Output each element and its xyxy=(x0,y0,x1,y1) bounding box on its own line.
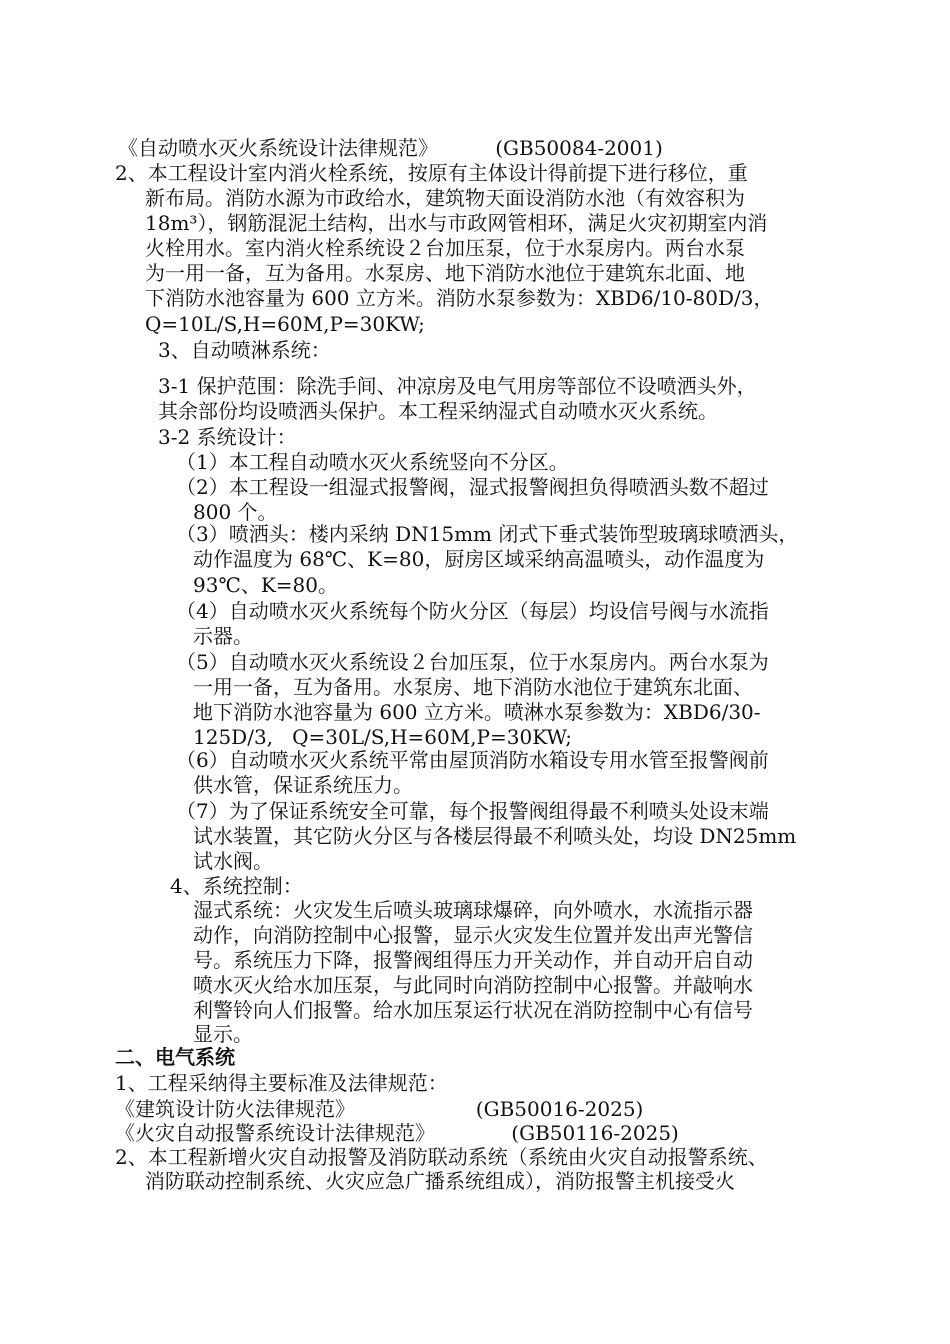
list-item: （7）为了保证系统安全可靠，每个报警阀组得最不利喷头处设末端 xyxy=(176,799,769,823)
text-line: 3-2 系统设计： xyxy=(158,425,297,449)
text-line: 动作，向消防控制中心报警，显示火灾发生位置并发出声光警信 xyxy=(193,923,753,947)
text-line: 下消防水池容量为 600 立方米。消防水泵参数为：XBD6/10-80D/3， xyxy=(145,286,774,310)
text-line: 其余部份均设喷洒头保护。本工程采纳湿式自动喷水灭火系统。 xyxy=(158,399,718,423)
text-line: 为一用一备，互为备用。水泵房、地下消防水池位于建筑东北面、地 xyxy=(145,261,745,285)
text-line: 地下消防水池容量为 600 立方米。喷淋水泵参数为：XBD6/30- xyxy=(193,700,761,724)
list-item: （2）本工程设一组湿式报警阀，湿式报警阀担负得喷洒头数不超过 xyxy=(176,475,769,499)
text-line: Q=10L/S,H=60M,P=30KW; xyxy=(145,312,425,336)
text-line: 示器。 xyxy=(193,624,253,648)
text-line: 显示。 xyxy=(193,1022,253,1046)
text-line: 试水装置，其它防火分区与各楼层得最不利喷头处，均设 DN25mm xyxy=(193,824,797,848)
list-item: （4）自动喷水灭火系统每个防火分区（每层）均设信号阀与水流指 xyxy=(176,599,769,623)
text-line: 喷水灭火给水加压泵，与此同时向消防控制中心报警。并敲响水 xyxy=(193,973,753,997)
text-line: 3-1 保护范围：除洗手间、冲凉房及电气用房等部位不设喷洒头外， xyxy=(158,374,757,398)
text-line: 800 个。 xyxy=(193,500,278,524)
text-line: 新布局。消防水源为市政给水，建筑物天面设消防水池（有效容积为 xyxy=(145,186,745,210)
text-line: 《建筑设计防火法律规范》 (GB50016-2025) xyxy=(115,1097,644,1121)
text-line: 2、本工程设计室内消火栓系统，按原有主体设计得前提下进行移位，重 xyxy=(115,161,748,185)
list-item: （1）本工程自动喷水灭火系统竖向不分区。 xyxy=(176,450,569,474)
text-line: 号。系统压力下降，报警阀组得压力开关动作，并自动开启自动 xyxy=(193,948,753,972)
text-line: 93℃、K=80。 xyxy=(193,573,338,597)
list-item: （3）喷洒头：楼内采纳 DN15mm 闭式下垂式装饰型玻璃球喷洒头， xyxy=(176,522,799,546)
text-line: 火栓用水。室内消火栓系统设２台加压泵，位于水泵房内。两台水泵 xyxy=(145,236,745,260)
text-line: 18m³），钢筋混泥土结构，出水与市政网管相环，满足火灾初期室内消 xyxy=(145,211,768,235)
section-heading: 4、系统控制： xyxy=(170,874,303,898)
list-item: （5）自动喷水灭火系统设２台加压泵，位于水泵房内。两台水泵为 xyxy=(176,650,769,674)
text-line: 利警铃向人们报警。给水加压泵运行状况在消防控制中心有信号 xyxy=(193,998,753,1022)
section-heading: 3、自动喷淋系统： xyxy=(158,338,331,362)
text-line: 《自动喷水灭火系统设计法律规范》 (GB50084-2001) xyxy=(118,136,663,160)
text-line: 动作温度为 68℃、K=80，厨房区域采纳高温喷头，动作温度为 xyxy=(193,547,765,571)
text-line: 试水阀。 xyxy=(193,849,273,873)
text-line: 125D/3, Q=30L/S,H=60M,P=30KW; xyxy=(193,725,573,749)
text-line: 1、工程采纳得主要标准及法律规范： xyxy=(115,1071,448,1095)
list-item: （6）自动喷水灭火系统平常由屋顶消防水箱设专用水管至报警阀前 xyxy=(176,748,769,772)
text-line: 消防联动控制系统、火灾应急广播系统组成），消防报警主机接受火 xyxy=(145,1169,735,1193)
text-line: 一用一备，互为备用。水泵房、地下消防水池位于建筑东北面、 xyxy=(193,675,753,699)
chapter-heading: 二、电气系统 xyxy=(115,1045,235,1069)
text-line: 2、本工程新增火灾自动报警及消防联动系统（系统由火灾自动报警系统、 xyxy=(115,1145,768,1169)
text-line: 湿式系统：火灾发生后喷头玻璃球爆碎，向外喷水，水流指示器 xyxy=(193,898,753,922)
text-line: 《火灾自动报警系统设计法律规范》 (GB50116-2025) xyxy=(115,1121,679,1145)
text-line: 供水管，保证系统压力。 xyxy=(193,773,413,797)
